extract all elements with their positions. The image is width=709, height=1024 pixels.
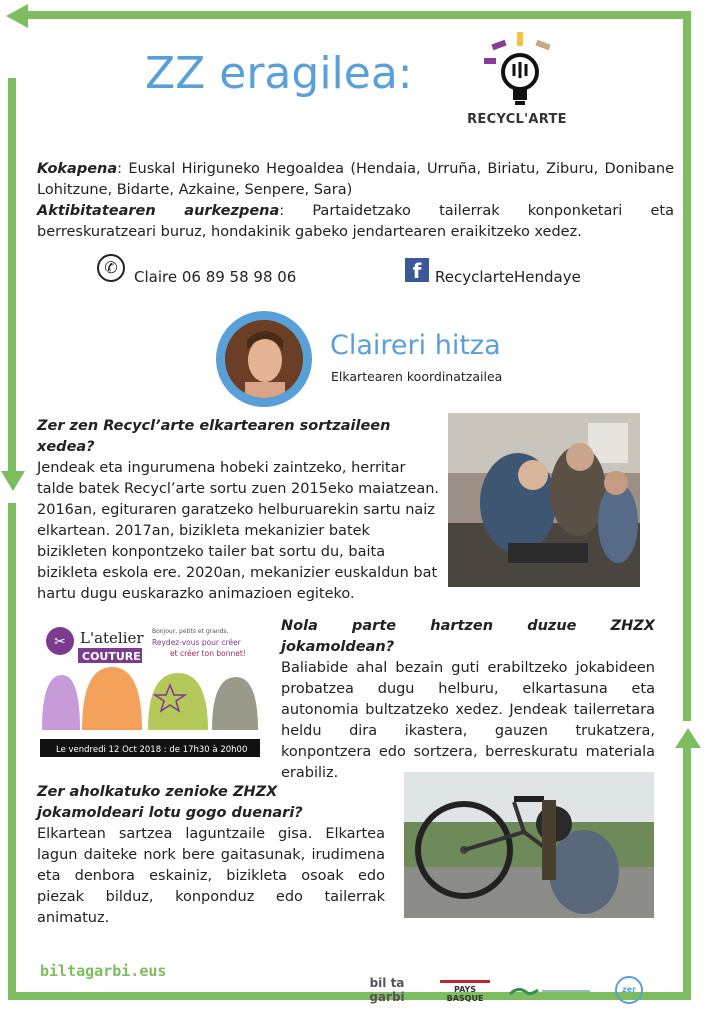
poster-title-2: COUTURE xyxy=(82,650,141,663)
frame-left-lower xyxy=(8,503,16,997)
facebook-icon: f xyxy=(405,258,429,282)
arrow-up-icon xyxy=(674,727,702,749)
recyclarte-logo xyxy=(462,28,572,136)
bicycle-photo xyxy=(404,772,654,918)
couture-poster xyxy=(40,625,260,760)
workshop-photo xyxy=(448,413,640,587)
qa-question-2: Nola parte hartzen duzue ZHZX jokamoldean? xyxy=(281,618,655,655)
frame-right-lower xyxy=(683,745,691,993)
qa-answer-1: Jendeak eta ingurumena hobeki zaintzeko, herritar talde batek Recycl’arte sortu zuen 2015eko maiatzean. 2016an, egituraren garatzeko helburuarekin sartu naiz elkartean. 2017an, bizikleta mekanizier batek bizikleten konpontzeko tailer bat sortu du, baita bizikleta eskola ere. 2020an, mekanizier euskaldun bat hartu dugu euskarazko animazioen egiteko. xyxy=(37,460,440,602)
svg-text:✂: ✂ xyxy=(54,634,66,650)
activity-text: : Partaidetzako tailerrak konponketari eta berreskuratzeari buruz, hondakinik gabeko jendartearen eraikitzeko xedez. xyxy=(37,203,674,240)
location-label: Kokapena xyxy=(37,161,118,177)
poster-tagline-3: et créer ton bonnet! xyxy=(170,649,246,658)
poster-date: Le vendredi 12 Oct 2018 : de 17h30 à 20h00 xyxy=(56,745,248,755)
sponsor-logo-3 xyxy=(508,984,593,1002)
qa-block-3 xyxy=(37,782,385,929)
lightbulb-icon xyxy=(462,28,572,112)
qa-answer-2: Baliabide ahal bezain guti erabiltzeko jokabideen probatzea dugu helburu, elkartasuna eta autonomia bultzatzeko xedez. Jendeak tailerretara heldu dira ikastera, gauzen trukatzera, konpontzera edo sortzera, berreskuratu materiala erabiliz. xyxy=(281,660,655,781)
intro-block xyxy=(37,159,674,243)
poster-title-1: L'atelier xyxy=(80,629,144,647)
sponsor-logo-4 xyxy=(615,976,645,1004)
phone-icon: ✆ xyxy=(97,254,125,282)
sponsor-logo-2 xyxy=(440,980,490,1003)
arrow-left-icon xyxy=(4,2,30,30)
frame-top xyxy=(22,11,689,19)
page-title: ZZ eragilea: xyxy=(145,48,413,99)
speaker-role: Elkartearen koordinatzailea xyxy=(331,369,503,384)
frame-right-upper xyxy=(683,11,691,721)
facebook-contact[interactable]: RecyclarteHendaye xyxy=(435,268,581,286)
qa-answer-3: Elkartean sartzea laguntzaile gisa. Elkartea lagun daiteke nork bere gaitasunak, irudimena eta denbora eskainiz, bizikleta osoak edo piezak bilduz, konponduz edo tailerrak animatuz. xyxy=(37,826,385,926)
location-text: : Euskal Hiriguneko Hegoaldea (Hendaia, Urruña, Biriatu, Ziburu, Donibane Lohitzune, Bidarte, Azkaine, Senpere, Sara) xyxy=(37,161,674,198)
sponsor-2-label: PAYS BASQUE xyxy=(446,985,484,1003)
arrow-down-icon xyxy=(0,470,26,492)
phone-contact[interactable]: Claire 06 89 58 98 06 xyxy=(134,268,297,286)
sponsor-logo-1 xyxy=(367,976,407,1004)
qa-block-2 xyxy=(281,616,655,784)
logo-wordmark: RECYCL'ARTE xyxy=(467,112,567,127)
poster-tagline-1: Bonjour, petits et grands, xyxy=(152,628,229,635)
poster-tagline-2: Reydez-vous pour créer xyxy=(152,638,241,647)
footer-url[interactable]: biltagarbi.eus xyxy=(40,962,167,980)
sponsor-4-label: zer xyxy=(615,976,643,1004)
qa-question-1: Zer zen Recycl’arte elkartearen sortzaileen xedea? xyxy=(37,418,391,455)
avatar xyxy=(225,320,303,398)
frame-left-upper xyxy=(8,78,16,478)
speaker-heading: Claireri hitza xyxy=(330,330,501,361)
activity-label: Aktibitatearen aurkezpena xyxy=(37,203,280,219)
qa-question-3: Zer aholkatuko zenioke ZHZX jokamoldeari lotu gogo duenari? xyxy=(37,784,303,821)
sponsor-1-label: bil ta garbi xyxy=(369,976,405,1004)
qa-block-1 xyxy=(37,416,440,605)
